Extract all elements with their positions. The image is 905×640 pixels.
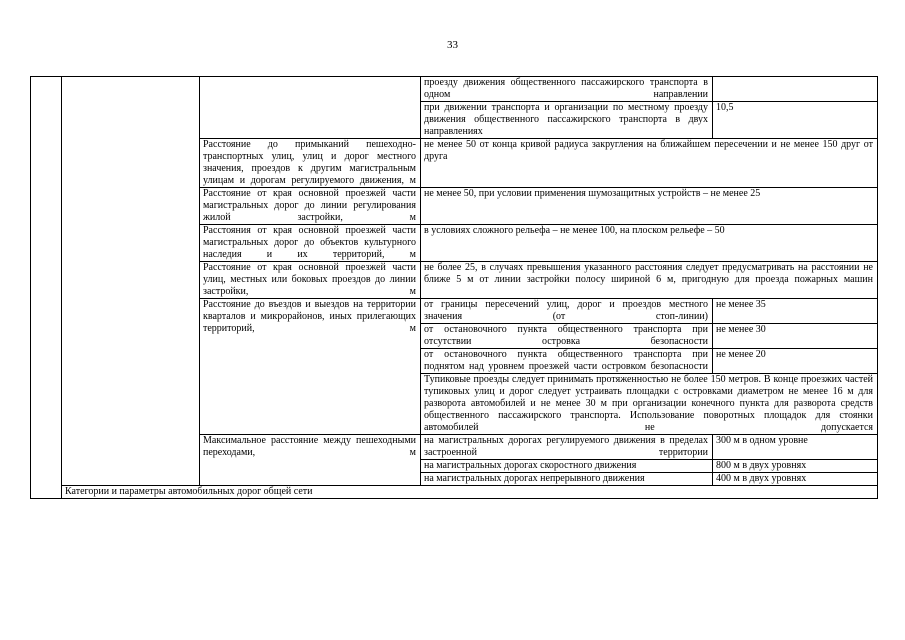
value-cell: не менее 30 (713, 324, 878, 349)
number-column-cell (31, 77, 62, 499)
param-cell: Расстояние от края основной проезжей части магистральных дорог до линии регулирования жилой застройки, м (200, 188, 421, 225)
condition-cell: при движении транспорта и организации по местному проезду движения общественного пассажирского транспорта в двух направлениях (421, 102, 713, 139)
note-cell: Тупиковые проезды следует принимать протяженностью не более 150 метров. В конце проезжих частей тупиковых улиц и дорог следует устраивать площадки с островками диаметром не менее 16 м для разворота автомобилей и не менее 30 м при организации конечного пункта для разворота средств общественного пассажирского транспорта. Использование поворотных площадок для стоянки автомобилей не допускается (421, 374, 878, 435)
param-cell: Расстояние до въездов и выездов на территории кварталов и микрорайонов, иных прилегающих территорий, м (200, 299, 421, 435)
condition-cell: на магистральных дорогах непрерывного движения (421, 473, 713, 486)
value-cell: не более 25, в случаях превышения указанного расстояния следует предусматривать на расстоянии не ближе 5 м от линии застройки полосу шириной 6 м, пригодную для проезда пожарных машин (421, 262, 878, 299)
condition-cell: на магистральных дорогах регулируемого движения в пределах застроенной территории (421, 435, 713, 460)
condition-cell: проезду движения общественного пассажирского транспорта в одном направлении (421, 77, 713, 102)
condition-cell: на магистральных дорогах скоростного движения (421, 460, 713, 473)
section-heading-cell: Категории и параметры автомобильных дорог общей сети (62, 486, 878, 499)
section-column-cell (62, 77, 200, 486)
value-cell: 300 м в одном уровне (713, 435, 878, 460)
value-cell (713, 77, 878, 102)
condition-cell: от границы пересечений улиц, дорог и проездов местного значения (от стоп-линии) (421, 299, 713, 324)
value-cell: не менее 50, при условии применения шумозащитных устройств – не менее 25 (421, 188, 878, 225)
param-cell-continued (200, 77, 421, 139)
condition-cell: от остановочного пункта общественного транспорта при поднятом над уровнем проезжей части островком безопасности (421, 349, 713, 374)
value-cell: не менее 35 (713, 299, 878, 324)
param-cell: Расстояния от края основной проезжей части магистральных дорог до объектов культурного наследия и их территорий, м (200, 225, 421, 262)
param-cell: Максимальное расстояние между пешеходными переходами, м (200, 435, 421, 486)
value-cell: 400 м в двух уровнях (713, 473, 878, 486)
table-row (31, 486, 878, 499)
value-cell: в условиях сложного рельефа – не менее 100, на плоском рельефе – 50 (421, 225, 878, 262)
norms-table (30, 76, 878, 499)
value-cell: 800 м в двух уровнях (713, 460, 878, 473)
page-number: 33 (447, 39, 458, 51)
table-row (31, 77, 878, 102)
param-cell: Расстояние до примыканий пешеходно-транспортных улиц, улиц и дорог местного значения, проездов к другим магистральным улицам и дорогам регулируемого движения, м (200, 139, 421, 188)
value-cell: не менее 20 (713, 349, 878, 374)
param-cell: Расстояние от края основной проезжей части улиц, местных или боковых проездов до линии застройки, м (200, 262, 421, 299)
condition-cell: от остановочного пункта общественного транспорта при отсутствии островка безопасности (421, 324, 713, 349)
value-cell: не менее 50 от конца кривой радиуса закругления на ближайшем пересечении и не менее 150 друг от друга (421, 139, 878, 188)
value-cell: 10,5 (713, 102, 878, 139)
